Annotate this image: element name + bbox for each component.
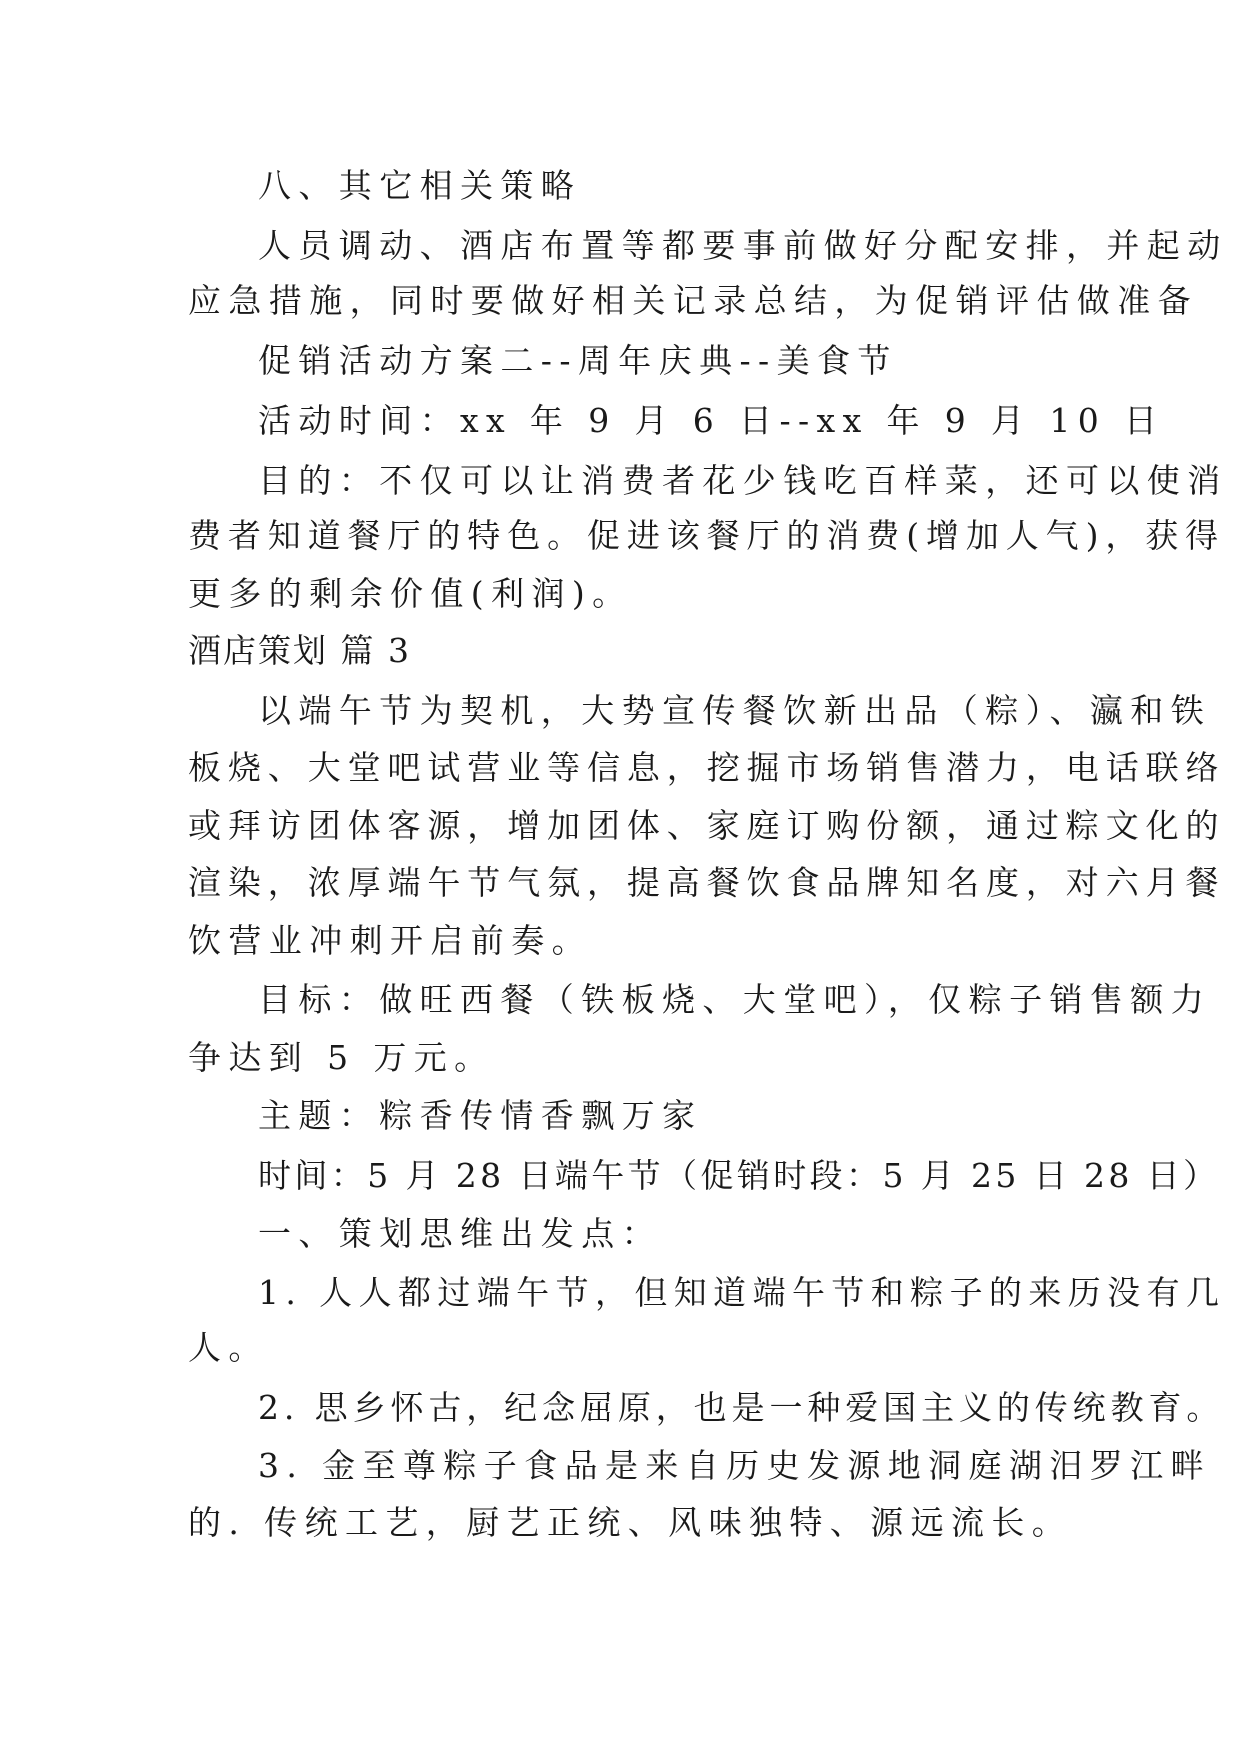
paragraph-line: 应急措施，同时要做好相关记录总结，为促销评估做准备 bbox=[188, 281, 1198, 320]
paragraph-line: 板烧、大堂吧试营业等信息，挖掘市场销售潜力，电话联络 bbox=[188, 748, 1226, 787]
section-title-hotel-plan-3: 酒店策划 篇 3 bbox=[188, 631, 411, 670]
time-line: 时间：5 月 28 日端午节（促销时段：5 月 25 日 28 日） bbox=[258, 1156, 1220, 1195]
paragraph-line: 渲染，浓厚端午节气氛，提高餐饮食品牌知名度，对六月餐 bbox=[188, 863, 1226, 902]
list-item-1: 1. 人人都过端午节，但知道端午节和粽子的来历没有几 bbox=[258, 1273, 1226, 1312]
plan-two-title: 促销活动方案二--周年庆典--美食节 bbox=[258, 341, 898, 380]
section-heading-other-strategies: 八、其它相关策略 bbox=[258, 166, 582, 205]
paragraph-line: 更多的剩余价值(利润)。 bbox=[188, 574, 633, 613]
paragraph-line: 以端午节为契机，大势宣传餐饮新出品（粽）、瀛和铁 bbox=[258, 691, 1212, 730]
activity-time-line: 活动时间：xx 年 9 月 6 日--xx 年 9 月 10 日 bbox=[258, 401, 1165, 440]
paragraph-line: 目的：不仅可以让消费者花少钱吃百样菜，还可以使消 bbox=[258, 461, 1228, 500]
goal-line: 目标：做旺西餐（铁板烧、大堂吧），仅粽子销售额力 bbox=[258, 980, 1212, 1019]
list-item-1-continuation: 人。 bbox=[188, 1328, 269, 1367]
paragraph-line: 或拜访团体客源，增加团体、家庭订购份额，通过粽文化的 bbox=[188, 806, 1226, 845]
list-item-3: 3. 金至尊粽子食品是来自历史发源地洞庭湖汨罗江畔 bbox=[258, 1446, 1211, 1485]
paragraph-line: 费者知道餐厅的特色。促进该餐厅的消费(增加人气)，获得 bbox=[188, 516, 1226, 555]
list-item-2: 2. 思乡怀古，纪念屈原，也是一种爱国主义的传统教育。 bbox=[258, 1388, 1225, 1427]
paragraph-line: 争达到 5 万元。 bbox=[188, 1038, 495, 1077]
list-item-3-continuation: 的. 传统工艺，厨艺正统、风味独特、源远流长。 bbox=[188, 1503, 1073, 1542]
theme-line: 主题：粽香传情香飘万家 bbox=[258, 1096, 703, 1135]
paragraph-line: 饮营业冲刺开启前奏。 bbox=[188, 921, 592, 960]
paragraph-line: 人员调动、酒店布置等都要事前做好分配安排，并起动 bbox=[258, 226, 1228, 265]
section-heading-planning-starting-points: 一、策划思维出发点： bbox=[258, 1214, 662, 1253]
